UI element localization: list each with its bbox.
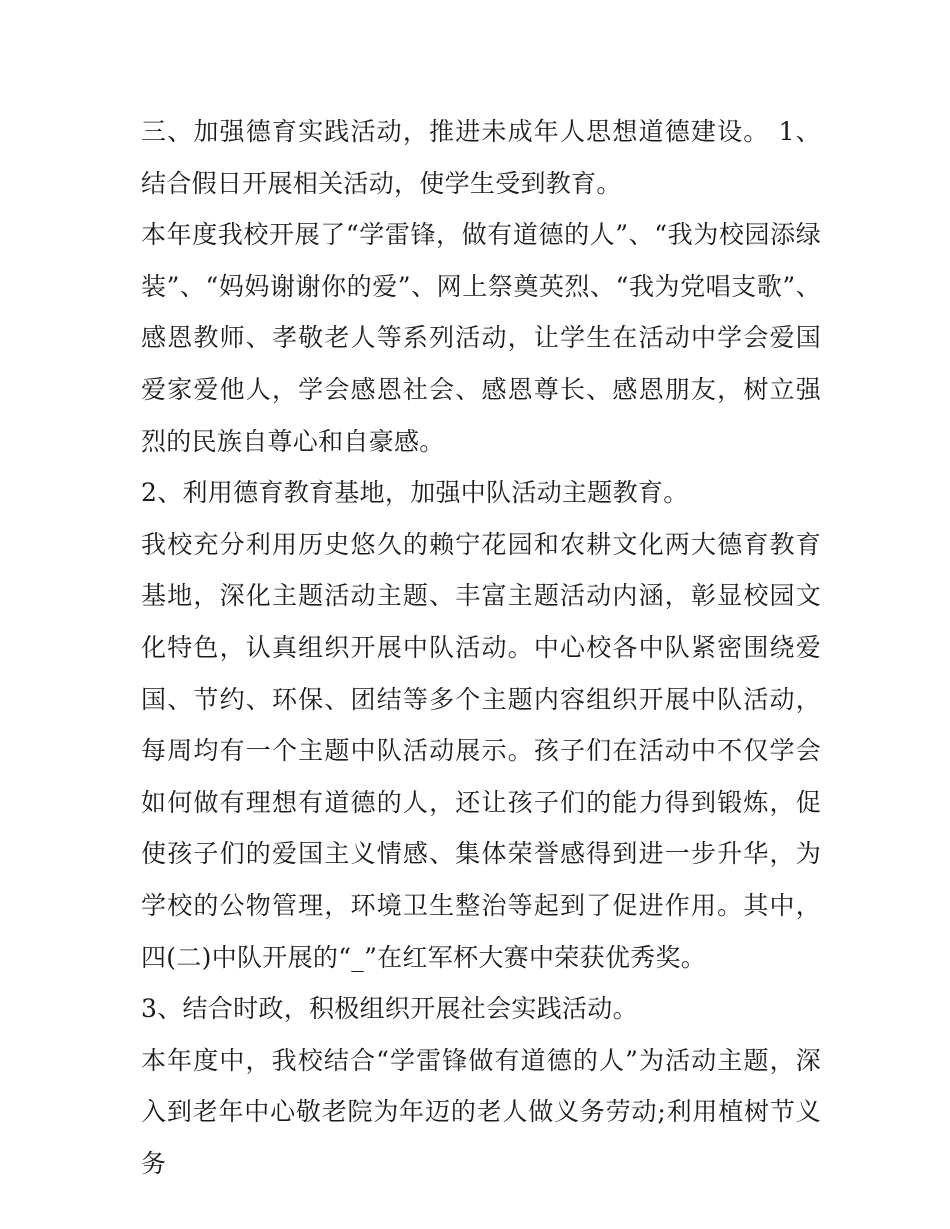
subheading-education-base: 2、利用德育教育基地，加强中队活动主题教育。 [141,478,689,508]
section-heading-moral-practice: 三、加强德育实践活动，推进未成年人思想道德建设。 1、结合假日开展相关活动，使学生受到教育。 [141,117,821,198]
paragraph-education-base: 我校充分利用历史悠久的赖宁花园和农耕文化两大德育教育基地，深化主题活动主题、丰富主题活动内涵，彰显校园文化特色，认真组织开展中队活动。中心校各中队紧密围绕爱国、节约、环保、团结等多个主题内容组织开展中队活动，每周均有一个主题中队活动展示。孩子们在活动中不仅学会如何做有理想有道德的人，还让孩子们的能力得到锻炼，促使孩子们的爱国主义情感、集体荣誉感得到进一步升华，为学校的公物管理，环境卫生整治等起到了促进作用。其中，四(二)中队开展的“_”在红军杯大赛中荣获优秀奖。 [141,529,821,972]
paragraph-activities: 本年度我校开展了“学雷锋，做有道德的人”、“我为校园添绿装”、“妈妈谢谢你的爱”、网上祭奠英烈、“我为党唱支歌”、感恩教师、孝敬老人等系列活动，让学生在活动中学会爱国爱家爱他人，学会感恩社会、感恩尊长、感恩朋友，树立强烈的民族自尊心和自豪感。 [141,220,821,456]
document-body [141,106,821,1189]
subheading-social-practice: 3、结合时政，积极组织开展社会实践活动。 [141,994,638,1024]
paragraph-social-practice: 本年度中，我校结合“学雷锋做有道德的人”为活动主题，深入到老年中心敬老院为年迈的老人做义务劳动;利用植树节义务 [141,1045,821,1178]
